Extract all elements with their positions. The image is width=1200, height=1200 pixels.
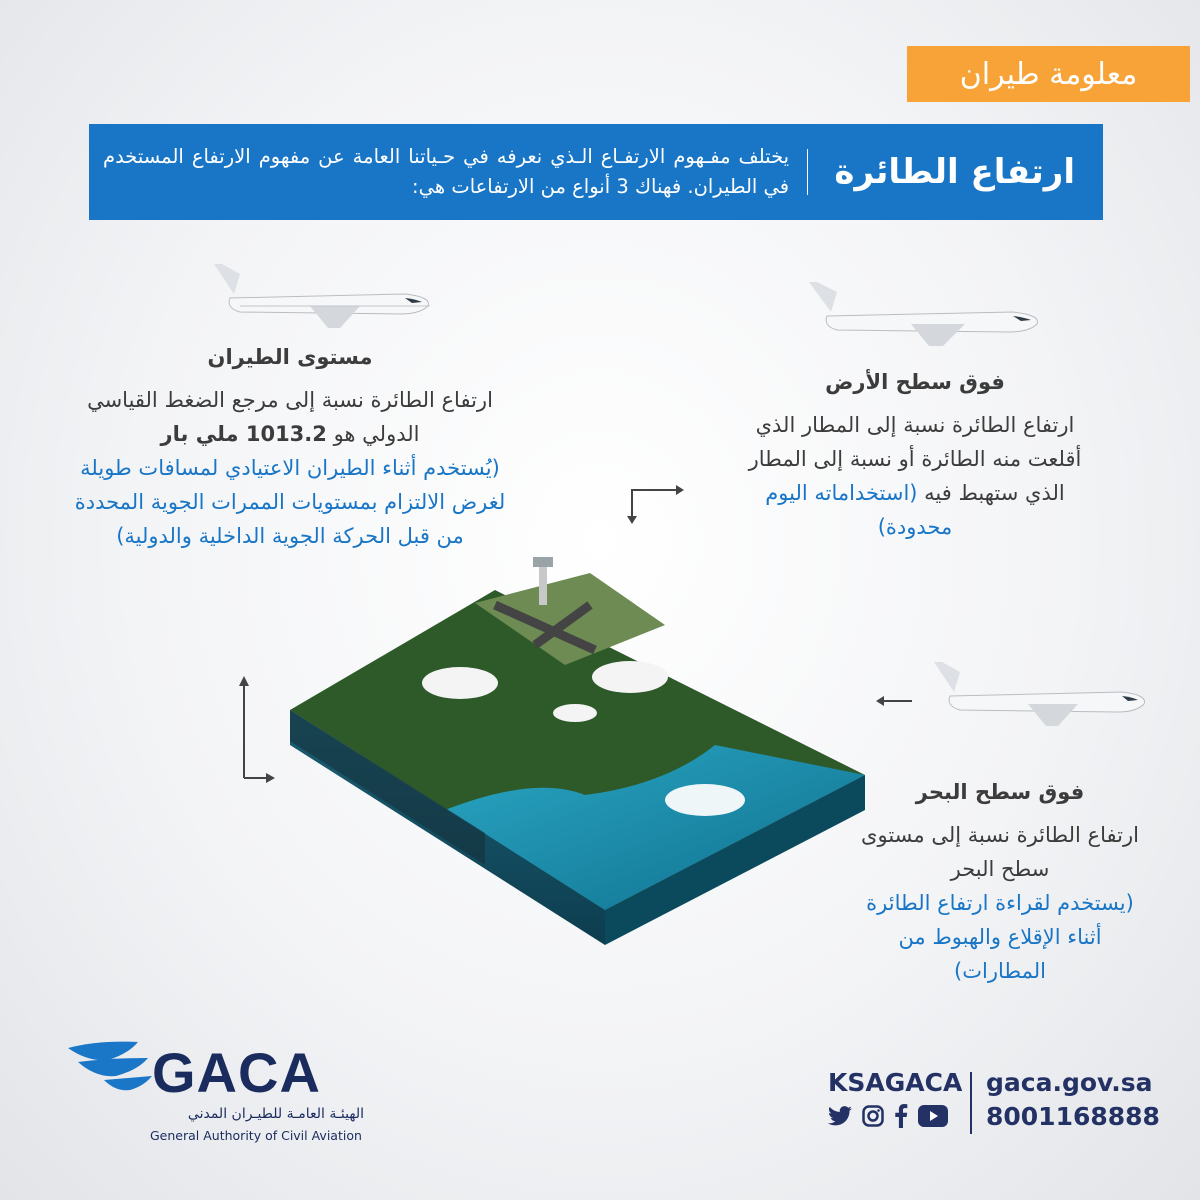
section-body-text: ارتفاع الطائرة نسبة إلى مستوى سطح البحر — [861, 823, 1139, 881]
logo-wordmark: GACA — [152, 1041, 321, 1104]
section-body — [60, 383, 520, 553]
section-title: فوق سطح البحر — [915, 780, 1085, 804]
social-icons — [828, 1104, 948, 1128]
section-note: (يُستخدم أثناء الطيران الاعتيادي لمسافات طويلة لغرض الالتزام بمستويات الممرات الجوية المحددة من قبل الحركة الجوية الداخلية والدولية) — [74, 456, 506, 548]
pressure-value: 1013.2 ملي بار — [160, 422, 327, 446]
title-divider — [807, 149, 808, 195]
section-body — [850, 818, 1150, 988]
social-handle[interactable]: KSAGACA — [828, 1068, 963, 1097]
arrow-icon — [624, 482, 688, 526]
section-body-text: ارتفاع الطائرة نسبة إلى مرجع الضغط القياسي الدولي هو — [87, 388, 493, 446]
airplane-icon — [200, 262, 435, 332]
page-title: ارتفاع الطائرة — [834, 152, 1075, 192]
twitter-icon[interactable] — [828, 1106, 852, 1126]
section-title: فوق سطح الأرض — [825, 370, 1005, 394]
phone-number[interactable]: 8001168888 — [986, 1102, 1160, 1131]
section-flight-level — [60, 345, 520, 553]
airplane-icon — [922, 660, 1152, 730]
contact-divider — [970, 1072, 972, 1134]
airplane-icon — [795, 280, 1045, 350]
section-note: (استخداماته اليوم محدودة) — [765, 481, 953, 539]
logo-english-name: General Authority of Civil Aviation — [150, 1128, 362, 1143]
arrow-icon — [234, 672, 278, 784]
section-above-sea — [850, 780, 1150, 988]
section-body — [745, 408, 1085, 544]
section-title: مستوى الطيران — [207, 345, 373, 369]
header-banner — [89, 124, 1103, 220]
website-link[interactable]: gaca.gov.sa — [986, 1068, 1153, 1097]
youtube-icon[interactable] — [918, 1105, 948, 1127]
island-diorama-illustration — [285, 545, 870, 945]
facebook-icon[interactable] — [894, 1104, 908, 1128]
intro-text: يختلف مفـهوم الارتفـاع الـذي نعرفه في حـياتنا العامة عن مفهوم الارتفاع المستخدم في الطيران. فهناك 3 أنواع من الارتفاعات هي: — [103, 145, 790, 198]
instagram-icon[interactable] — [862, 1105, 884, 1127]
section-body-text: ارتفاع الطائرة نسبة إلى المطار الذي أقلعت منه الطائرة أو نسبة إلى المطار الذي ستهبط فيه — [748, 413, 1082, 505]
category-tag: معلومة طيران — [907, 46, 1190, 102]
logo-arabic-name: الهيئـة العامـة للطيـران المدني — [187, 1106, 364, 1122]
section-above-ground — [745, 370, 1085, 544]
arrow-icon — [874, 694, 914, 708]
section-note: (يستخدم لقراءة ارتفاع الطائرة أثناء الإقلاع والهبوط من المطارات) — [866, 891, 1134, 983]
